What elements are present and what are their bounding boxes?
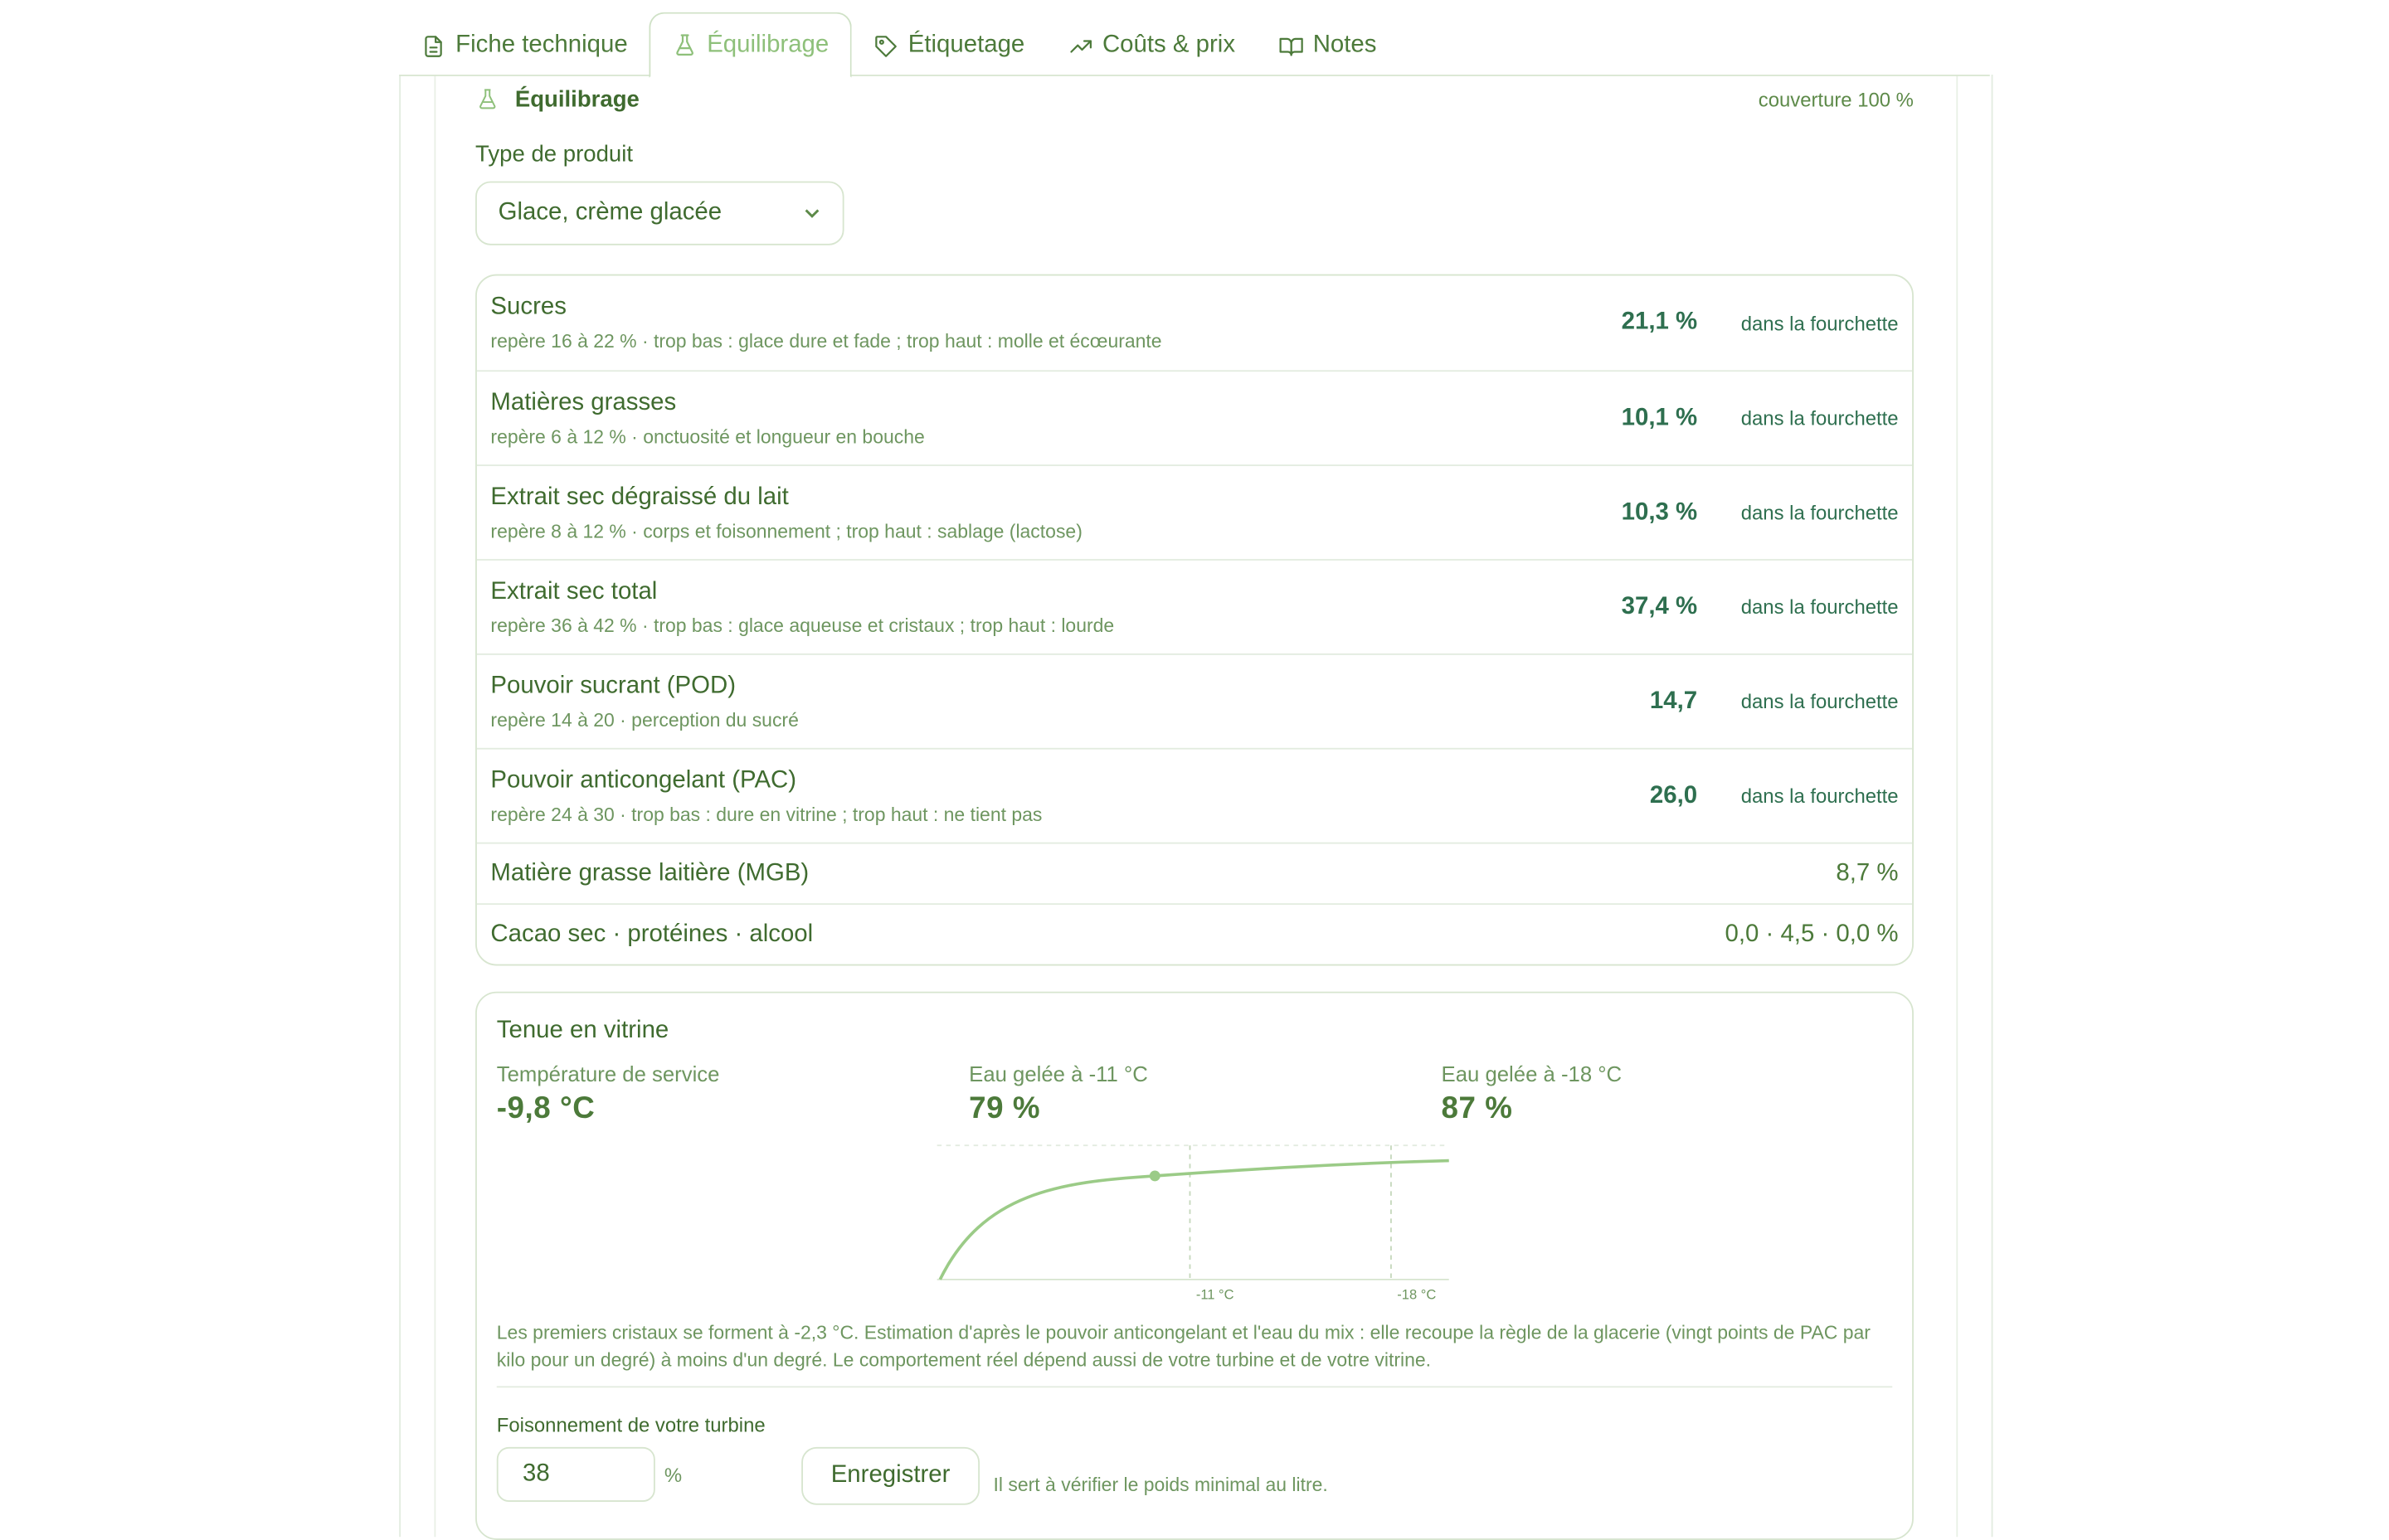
freezing-curve (937, 1139, 1455, 1307)
metric-row-cacao-proteines-alcool (477, 903, 1912, 964)
tab-etiquetage[interactable] (852, 15, 1046, 75)
tab-equilibrage[interactable] (649, 12, 851, 78)
metric-row-sucres (477, 275, 1912, 370)
metric-name: Extrait sec dégraissé du lait (490, 483, 789, 510)
metric-name: Extrait sec total (490, 578, 658, 605)
metric-status: dans la fourchette (1740, 784, 1899, 808)
metric-status: dans la fourchette (1740, 595, 1899, 619)
metric-row-pod (477, 653, 1912, 748)
metric-row-mgb (477, 843, 1912, 903)
metric-status: dans la fourchette (1740, 311, 1899, 335)
foisonnement-value: 38 (523, 1460, 550, 1487)
section-title: Équilibrage (514, 85, 640, 112)
foisonnement-input[interactable] (497, 1447, 655, 1502)
turbine-label: Foisonnement de votre turbine (496, 1413, 766, 1437)
stat-label: Température de service (496, 1061, 720, 1086)
metric-status: dans la fourchette (1740, 690, 1899, 713)
flask-icon (672, 32, 698, 58)
section-header (475, 80, 1914, 117)
metric-hint: repère 6 à 12 % · onctuosité et longueur en bouche (490, 425, 925, 448)
stat-label: Eau gelée à -11 °C (969, 1061, 1148, 1086)
metric-row-matieres-grasses (477, 370, 1912, 464)
metric-value: 21,1 % (1621, 308, 1698, 336)
tab-label: Étiquetage (907, 32, 1025, 58)
tab-fiche-technique[interactable] (399, 15, 649, 75)
metric-row-pac (477, 748, 1912, 843)
stat-value: 87 % (1441, 1091, 1513, 1126)
turbine-help-text: Il sert à vérifier le poids minimal au litre. (993, 1474, 1328, 1496)
service-point (1150, 1171, 1160, 1182)
product-type-value: Glace, crème glacée (498, 199, 723, 226)
metric-hint: repère 36 à 42 % · trop bas : glace aqueuse et cristaux ; trop haut : lourde (490, 615, 1115, 636)
tab-couts-prix[interactable] (1046, 15, 1257, 75)
trend-up-icon (1068, 32, 1093, 58)
metric-name: Pouvoir anticongelant (PAC) (490, 766, 797, 794)
metric-row-esd (477, 464, 1912, 559)
stat-eau-gelee-18 (1442, 1061, 1623, 1127)
metric-name: Sucres (490, 294, 567, 320)
metric-value: 10,1 % (1621, 404, 1698, 430)
metric-name: Pouvoir sucrant (POD) (490, 672, 737, 699)
metric-hint: repère 24 à 30 · trop bas : dure en vitrine ; trop haut : ne tient pas (490, 803, 1043, 825)
coverage-badge: couverture 100 % (1758, 87, 1914, 111)
divider (497, 1386, 1892, 1387)
stat-label: Eau gelée à -18 °C (1441, 1061, 1623, 1086)
metric-value: 10,3 % (1621, 498, 1698, 525)
tag-icon (873, 32, 899, 58)
product-type-label: Type de produit (475, 141, 633, 168)
metric-value: 26,0 (1649, 782, 1698, 809)
vitrine-note: Les premiers cristaux se forment à -2,3 °C. Estimation d'après le pouvoir anticongelant et l'eau du mix : elle recoupe la règle de la glacerie (vingt points de PAC par kilo pour un degré) à moins d'un degré. Le comportement réel dépend aussi de votre turbine et de votre vitrine. (496, 1322, 1871, 1372)
tab-notes[interactable] (1257, 15, 1398, 75)
stat-value: 79 % (969, 1091, 1041, 1126)
vitrine-title: Tenue en vitrine (496, 1017, 669, 1044)
flask-icon (475, 87, 499, 111)
tick-label-11: -11 °C (1195, 1286, 1234, 1303)
tick-label-18: -18 °C (1397, 1286, 1437, 1303)
freezing-curve-line (940, 1161, 1448, 1280)
tab-label: Coûts & prix (1102, 32, 1236, 58)
metric-value: 37,4 % (1621, 593, 1698, 619)
vitrine-card (475, 992, 1914, 1540)
metric-value: 8,7 % (1836, 859, 1899, 887)
metric-hint: repère 16 à 22 % · trop bas : glace dure et fade ; trop haut : molle et écœurante (490, 330, 1162, 352)
metric-name: Matières grasses (490, 389, 677, 415)
metric-value: 14,7 (1649, 687, 1698, 714)
save-button[interactable]: Enregistrer (801, 1447, 980, 1505)
metric-name: Matière grasse laitière (MGB) (490, 859, 810, 887)
metrics-table (475, 274, 1914, 966)
tab-bar (399, 12, 1398, 76)
metric-value: 0,0 · 4,5 · 0,0 % (1725, 921, 1899, 947)
stat-temperature-service (497, 1061, 720, 1127)
tab-label: Notes (1312, 32, 1377, 58)
tab-label: Fiche technique (455, 32, 628, 58)
stat-eau-gelee-11 (969, 1061, 1148, 1127)
metric-hint: repère 8 à 12 % · corps et foisonnement ; trop haut : sablage (lactose) (490, 520, 1083, 542)
metric-name: Cacao sec · protéines · alcool (490, 921, 814, 947)
metric-hint: repère 14 à 20 · perception du sucré (490, 709, 799, 731)
metric-status: dans la fourchette (1740, 406, 1899, 430)
chevron-down-icon (803, 204, 821, 222)
stat-value: -9,8 °C (496, 1091, 596, 1126)
metric-row-est (477, 559, 1912, 653)
tab-label: Équilibrage (707, 31, 830, 57)
document-icon (421, 32, 446, 58)
percent-unit: % (664, 1464, 683, 1487)
book-icon (1277, 32, 1303, 58)
metric-status: dans la fourchette (1740, 501, 1899, 524)
product-type-select[interactable] (475, 182, 844, 245)
